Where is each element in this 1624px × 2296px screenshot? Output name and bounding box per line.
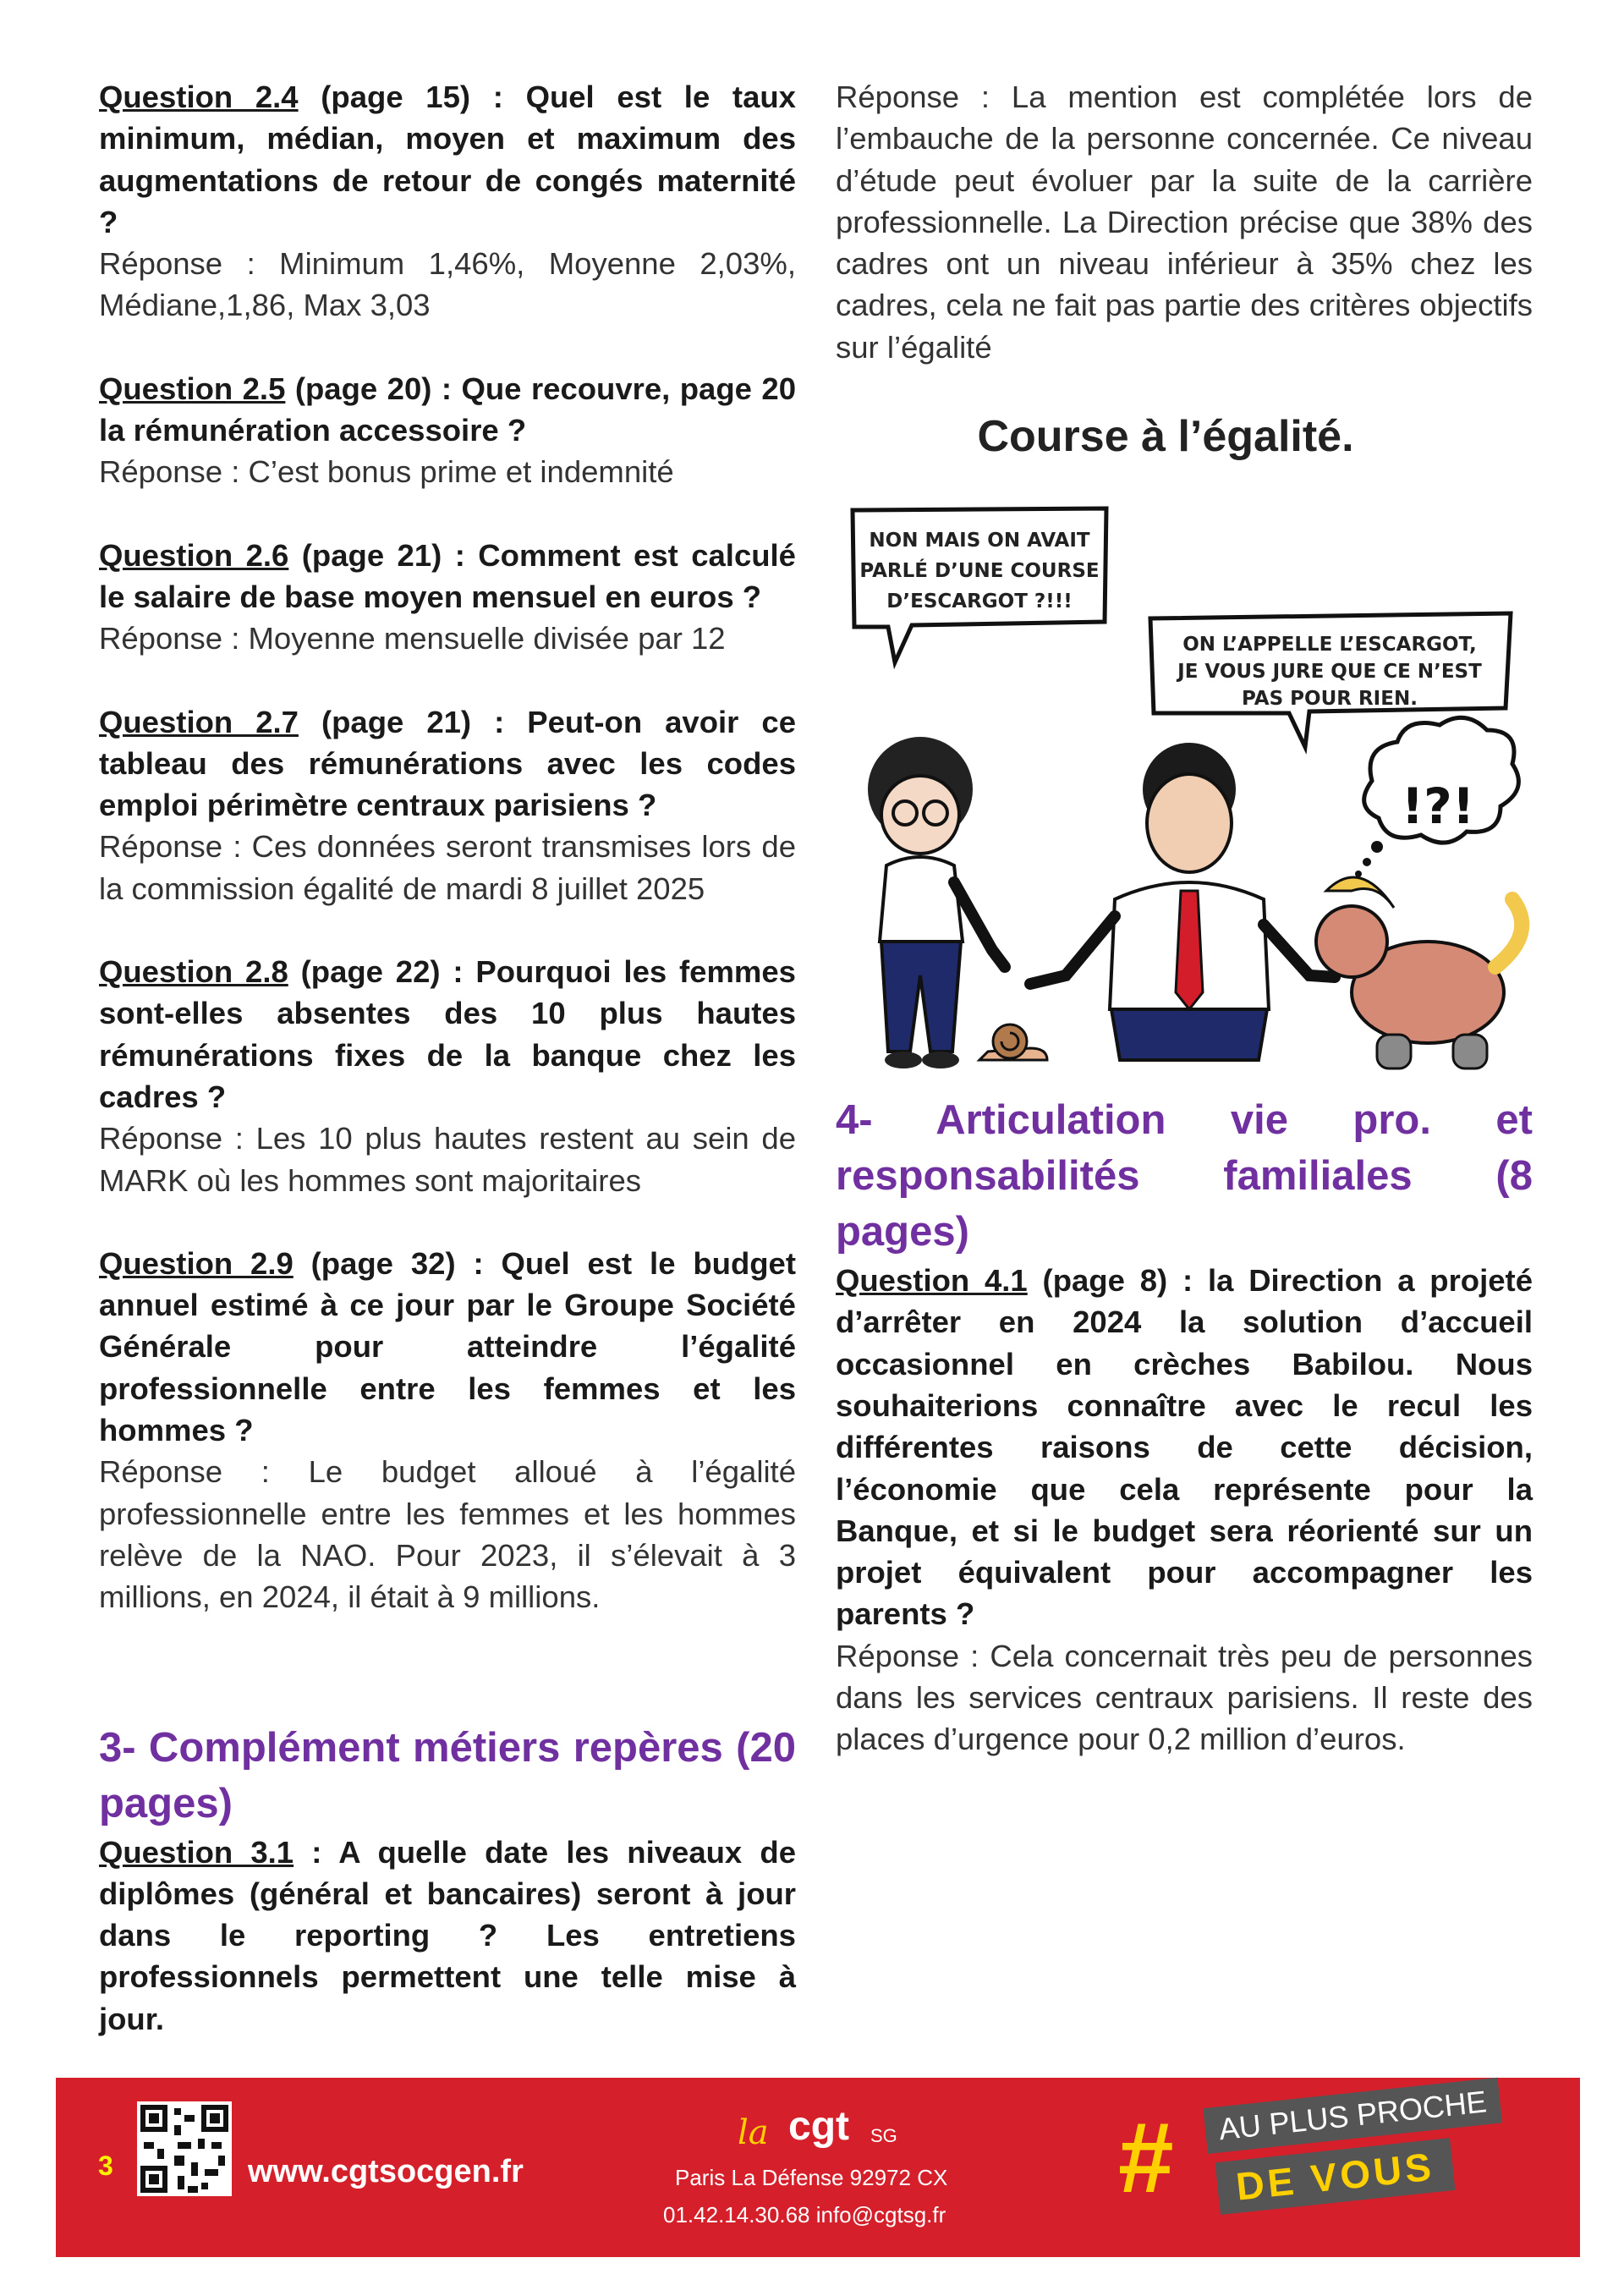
website-link[interactable]: www.cgtsocgen.fr [248, 2154, 524, 2189]
snail-icon [979, 1024, 1047, 1060]
logo-sg: SG [870, 2125, 897, 2146]
question-text: (page 15) : Quel est le taux minimum, médian, moyen et maximum des augmentations de retour de congés maternité ? [99, 80, 796, 239]
answer-text: Réponse : La mention est complétée lors de l’embauche de la personne concernée. Ce niveau d’étude peut évoluer par la suite de la carrière professionnelle. La Direction précise que 38% des cadres ont un niveau inférieur à 35% chez les cadres, cela ne fait pas partie des critères objectifs sur l’égalité [836, 80, 1533, 365]
question-label: Question 2.4 [99, 80, 299, 114]
question-2-6 [99, 535, 796, 660]
question-2-7 [99, 701, 796, 909]
question-label: Question 2.5 [99, 371, 286, 406]
question-text: (page 8) : la Direction a projeté d’arrêter en 2024 la solution d’accueil occasionnel en crèches Babilou. Nous souhaiterions connaître avec le recul les différentes raisons de cette décision, l’économie que cela représente pour la Banque, et si le budget sera réorienté sur un projet équivalent pour accompagner les parents ? [836, 1263, 1533, 1632]
bubble-left-line-1: NON MAIS ON AVAIT [869, 530, 1090, 552]
cartoon-title: Course à l’égalité. [977, 412, 1354, 462]
man-character [1030, 743, 1335, 1060]
question-text: (page 20) : Que recouvre, page 20 la rémunération accessoire ? [99, 371, 797, 448]
question-3-1-answer [836, 76, 1533, 368]
woman-character [868, 737, 1005, 1068]
question-2-5 [99, 368, 796, 493]
question-label: Question 2.8 [99, 954, 288, 990]
slogan-top: AU PLUS PROCHE [1203, 2078, 1502, 2154]
slogan-bottom: DE VOUS [1215, 2138, 1456, 2215]
bubble-right-line-3: PAS POUR RIEN. [1242, 688, 1418, 711]
question-text: (page 32) : Quel est le budget annuel estimé à ce jour par le Groupe Société Générale pour atteindre l’égalité professionnelle entre les femmes et les hommes ? [99, 1245, 796, 1448]
hashtag-icon: # [1118, 2102, 1174, 2214]
question-label: Question 2.6 [99, 537, 289, 573]
question-label: Question 2.9 [99, 1245, 294, 1281]
bubble-right-line-1: ON L’APPELLE L’ESCARGOT, [1182, 634, 1477, 656]
contact-line: 01.42.14.30.68 info@cgtsg.fr [663, 2202, 946, 2227]
page-number: 3 [98, 2150, 113, 2181]
cartoon-illustration [836, 383, 1533, 1092]
question-label: Question 3.1 [99, 1834, 294, 1870]
bubble-left-line-2: PARLÉ D’UNE COURSE [859, 560, 1100, 583]
logo-la: la [738, 2113, 769, 2152]
section-heading-3: 3- Complément métiers repères (20 pages) [99, 1724, 796, 1826]
question-text: (page 22) : Pourquoi les femmes sont-elles absentes des 10 plus hautes rémunérations fixes de la banque chez les cadres ? [99, 954, 796, 1114]
question-text: (page 21) : Comment est calculé le salaire de base moyen mensuel en euros ? [99, 537, 796, 614]
answer-text: Réponse : Les 10 plus hautes restent au sein de MARK où les hommes sont majoritaires [99, 1121, 796, 1198]
question-label: Question 4.1 [836, 1263, 1028, 1299]
logo-cgt: cgt [788, 2104, 849, 2149]
section-heading-4: 4- Articulation vie pro. et responsabilités familiales (8 pages) [836, 1097, 1533, 1255]
thought-text: !?! [1401, 777, 1475, 836]
question-label: Question 2.7 [99, 704, 299, 739]
answer-text: Réponse : Ces données seront transmises lors de la commission égalité de mardi 8 juillet 2025 [99, 829, 796, 906]
answer-text: Réponse : Cela concernait très peu de personnes dans les services centraux parisiens. Il reste des places d’urgence pour 0,2 million d’euros. [836, 1638, 1533, 1757]
answer-text: Réponse : Moyenne mensuelle divisée par 12 [99, 621, 726, 656]
answer-text: Réponse : C’est bonus prime et indemnité [99, 454, 674, 490]
address: Paris La Défense 92972 CX [675, 2165, 948, 2190]
question-4-1 [836, 1260, 1533, 1760]
pony-icon [1316, 877, 1522, 1068]
bubble-right-line-2: JE VOUS JURE QUE CE N’EST [1177, 661, 1482, 684]
bubble-left-line-3: D’ESCARGOT ?!!! [886, 590, 1073, 613]
answer-text: Réponse : Minimum 1,46%, Moyenne 2,03%, Médiane,1,86, Max 3,03 [99, 246, 796, 323]
qr-code-icon[interactable] [137, 2101, 232, 2196]
question-text: : A quelle date les niveaux de diplômes (général et bancaires) seront à jour dans le reporting ? Les entretiens professionnels permettent une telle mise à jour. [99, 1834, 796, 2036]
question-2-4 [99, 76, 796, 327]
question-3-1 [99, 1832, 796, 2040]
footer-banner [56, 2078, 1580, 2257]
question-text: (page 21) : Peut-on avoir ce tableau des rémunérations avec les codes emploi périmètre centraux parisiens ? [99, 704, 796, 823]
question-2-9 [99, 1243, 796, 1618]
cartoon [836, 383, 1533, 1092]
right-column [836, 76, 1533, 1760]
answer-text: Réponse : Le budget alloué à l’égalité professionnelle entre les femmes et les hommes relève de la NAO. Pour 2023, il s’élevait à 3 millions, en 2024, il était à 9 millions. [99, 1454, 796, 1615]
question-2-8 [99, 951, 796, 1201]
left-column [99, 76, 796, 2040]
